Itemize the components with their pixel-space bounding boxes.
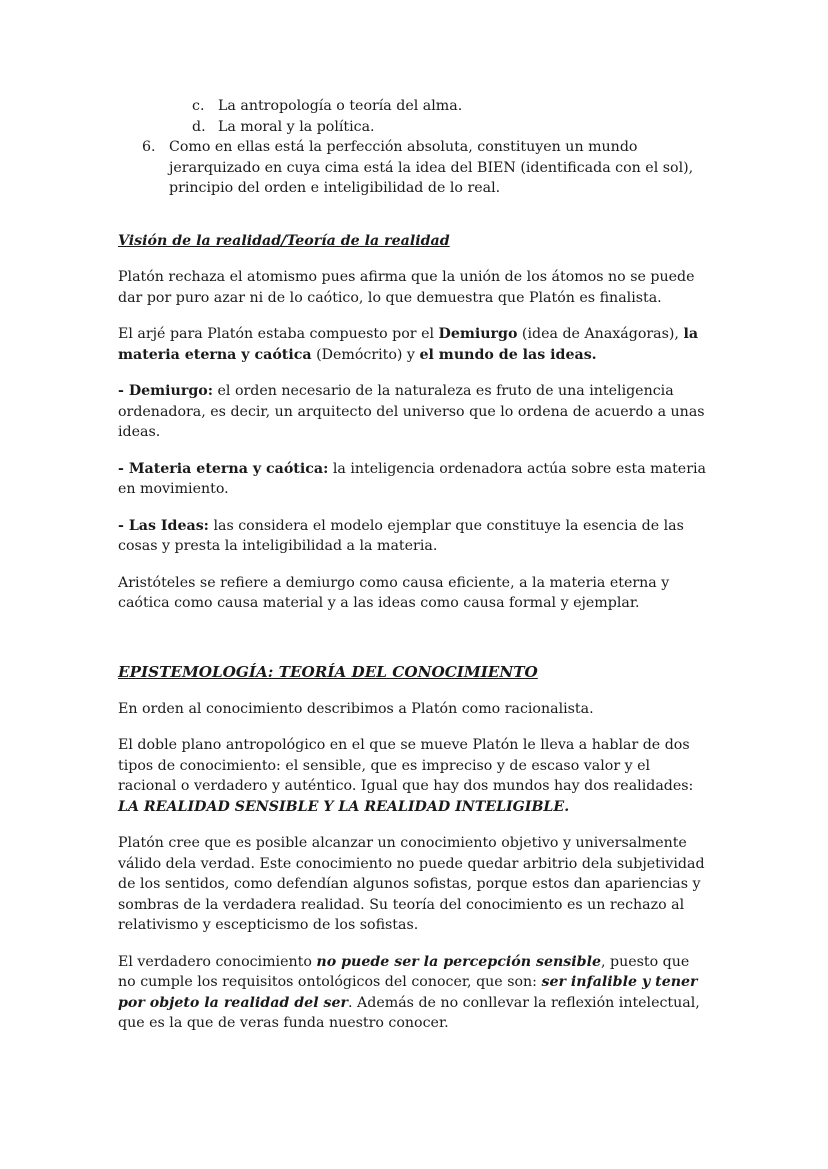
paragraph-ideas: [118, 516, 710, 557]
text-run: El doble plano antropológico en el que se mueve Platón le lleva a hablar de dos tipos de conocimiento: el sensible, que es impreciso y de escaso valor y el racional o verdadero y auténtico. Igual que hay dos mundos hay dos realidades:: [118, 737, 694, 794]
text-run: El verdadero conocimiento: [118, 953, 317, 970]
paragraph-arje: [118, 324, 710, 365]
bold-run: el mundo de las ideas.: [419, 346, 597, 363]
text-run: El arjé para Platón estaba compuesto por el: [118, 326, 439, 342]
section-heading-epistemology: EPISTEMOLOGÍA: TEORÍA DEL CONOCIMIENTO: [118, 662, 538, 681]
paragraph-verdadero-conocimiento: [118, 952, 710, 1034]
list-marker: d.: [192, 118, 206, 135]
list-marker: c.: [192, 98, 205, 114]
paragraph-materia: [118, 459, 710, 500]
list-item-text: La antropología o teoría del alma.: [218, 98, 463, 114]
text-run: . Además de no conllevar la reflexión intelectual, que es la que de veras funda nuestro conocer.: [118, 994, 700, 1031]
section-heading-reality: Visión de la realidad/Teoría de la realidad: [118, 232, 450, 249]
bold-run: la materia eterna y caótica: [118, 326, 699, 363]
list-item-c: [118, 96, 710, 117]
bold-run: - Demiurgo:: [118, 383, 213, 399]
paragraph-racionalista: En orden al conocimiento describimos a Platón como racionalista.: [118, 700, 594, 717]
list-item-text: Como en ellas está la perfección absoluta, constituyen un mundo jerarquizado en cuya cima está la idea del BIEN (identificada con el sol), principio del orden e inteligibilidad de lo real.: [169, 139, 694, 196]
bold-italic-run: LA REALIDAD SENSIBLE Y LA REALIDAD INTELIGIBLE.: [118, 798, 570, 815]
bold-italic-run: ser infalible y tener por objeto la realidad del ser: [118, 974, 698, 1011]
paragraph-aristoteles: Aristóteles se refiere a demiurgo como causa eficiente, a la materia eterna y caótica como causa material y a las ideas como causa formal y ejemplar.: [118, 574, 670, 611]
text-run: las considera el modelo ejemplar que constituye la esencia de las cosas y presta la inteligibilidad a la materia.: [118, 517, 684, 554]
text-run: la inteligencia ordenadora actúa sobre esta materia en movimiento.: [118, 460, 706, 497]
bold-run: - Materia eterna y caótica:: [118, 460, 329, 477]
text-run: , puesto que no cumple los requisitos ontológicos del conocer, que son:: [118, 953, 690, 990]
bold-run: Demiurgo: [438, 326, 518, 342]
list-item-6: [118, 137, 710, 199]
text-run: el orden necesario de la naturaleza es fruto de una inteligencia ordenadora, es decir, un arquitecto del universo que lo ordena de acuerdo a unas ideas.: [118, 383, 705, 440]
paragraph-atomism: Platón rechaza el atomismo pues afirma que la unión de los átomos no se puede dar por puro azar ni de lo caótico, lo que demuestra que Platón es finalista.: [118, 269, 695, 306]
text-run: (idea de Anaxágoras),: [517, 326, 684, 342]
paragraph-conocimiento-objetivo: Platón cree que es posible alcanzar un conocimiento objetivo y universalmente válido dela verdad. Este conocimiento no puede quedar arbitrio dela subjetividad de los sentidos, como defendían algunos sofistas, porque estos dan apariencias y sombras de la verdadera realidad. Su teoría del conocimiento es un rechazo al relativismo y escepticismo de los sofistas.: [118, 835, 705, 933]
list-item-text: La moral y la política.: [218, 118, 375, 135]
text-run: (Demócrito) y: [311, 346, 420, 363]
list-item-d: [118, 117, 710, 138]
paragraph-doble-plano: [118, 735, 710, 817]
bold-run: - Las Ideas:: [118, 517, 209, 534]
list-marker: 6.: [142, 139, 156, 155]
bold-italic-run: no puede ser la percepción sensible: [316, 953, 601, 970]
paragraph-demiurgo: [118, 381, 710, 443]
